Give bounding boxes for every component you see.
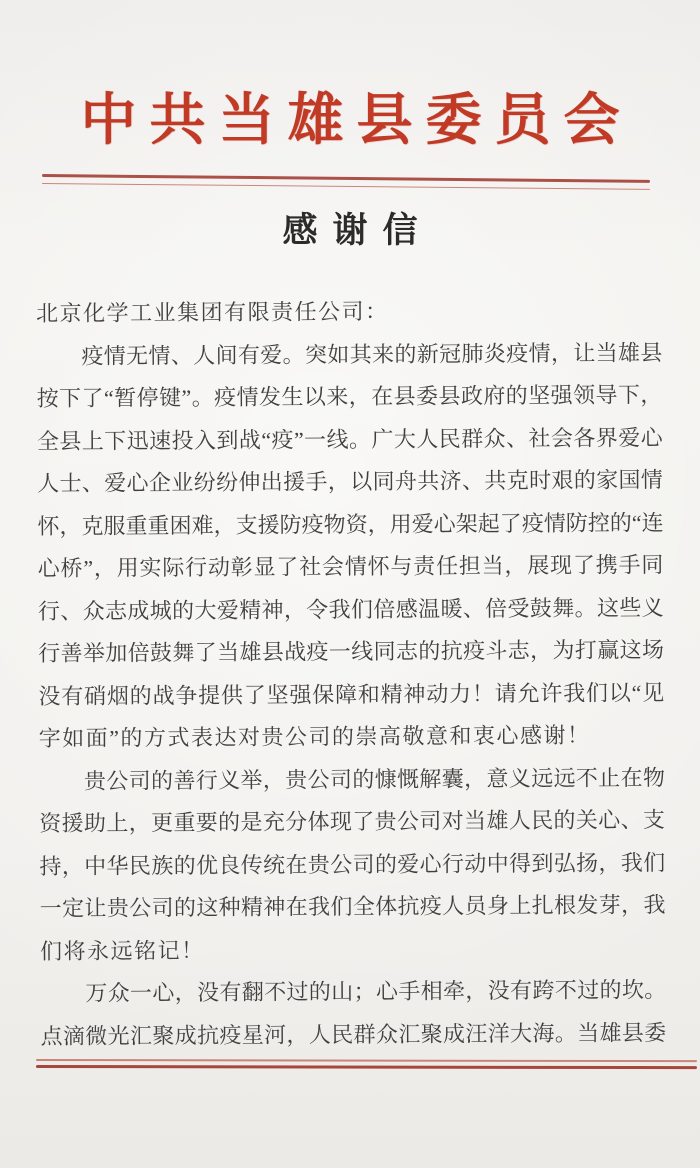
body-line: 没 有 硝 烟 的 战 争 提 供 了 坚 强 保 障 和 精 神 动 力 ！ 请 允 许 我 们 以 “ 见 — [38, 679, 665, 709]
body-line: 们将永远铭记！ — [39, 937, 205, 964]
body-line: 一 定 让 贵 公 司 的 这 种 精 神 在 我 们 全 体 抗 疫 人 员 身 上 扎 根 发 芽 ， 我 — [39, 892, 666, 921]
body-line: 万 众 一 心 ， 没 有 翻 不 过 的 山 ； 心 手 相 牵 ， 没 有 跨 不 过 的 坎 。 — [85, 977, 667, 1006]
letterhead-divider-thick-line — [42, 174, 650, 182]
body-lines — [36, 332, 666, 1058]
footer-divider — [36, 1059, 697, 1069]
salutation: 北京化学工业集团有限责任公司： — [36, 298, 389, 326]
body-line: 行 善 举 加 倍 鼓 舞 了 当 雄 县 战 疫 一 线 同 志 的 抗 疫 斗 志 ， 为 打 赢 这 场 — [38, 637, 664, 666]
footer-divider-thin-line — [36, 1059, 697, 1062]
letter-body — [36, 289, 667, 1058]
letterhead-divider — [42, 174, 650, 190]
body-line: 全 县 上 下 迅 速 投 入 到 战 “ 疫 ” 一 线 。 广 大 人 民 群 众 、 社 会 各 界 爱 心 — [36, 424, 663, 454]
letterhead-org-name: 中共当雄县委员会 — [80, 90, 633, 152]
body-line: 人 士 、 爱 心 企 业 纷 纷 伸 出 援 手 ， 以 同 舟 共 济 、 共 克 时 艰 的 家 国 情 — [37, 467, 663, 496]
document-title: 感谢信 — [282, 211, 433, 250]
body-line: 行 、 众 志 成 城 的 大 爱 精 神 ， 令 我 们 倍 感 温 暖 、 倍 受 鼓 舞 。 这 些 义 — [37, 594, 664, 624]
body-line: 持 ， 中 华 民 族 的 优 良 传 统 在 贵 公 司 的 爱 心 行 动 中 得 到 弘 扬 ， 我 们 — [39, 849, 666, 879]
body-line: 怀 ， 克 服 重 重 困 难 ， 支 援 防 疫 物 资 ， 用 爱 心 架 起 了 疫 情 防 控 的 “ 连 — [37, 509, 664, 539]
body-line: 字如面”的方式表达对贵公司的崇高敬意和衷心感谢！ — [38, 722, 591, 751]
letterhead-divider-thin-line — [42, 182, 650, 189]
body-line: 按 下 了 “ 暂 停 键 ” 。 疫 情 发 生 以 来 ， 在 县 委 县 政 府 的 坚 强 领 导 下 ， — [36, 382, 663, 411]
body-line: 点 滴 微 光 汇 聚 成 抗 疫 星 河 ， 人 民 群 众 汇 聚 成 汪 洋 大 海 。 当 雄 县 委 — [40, 1019, 667, 1049]
body-line: 贵 公 司 的 善 行 义 举 ， 贵 公 司 的 慷 慨 解 囊 ， 意 义 远 远 不 止 在 物 — [83, 764, 666, 794]
footer-divider-thick-line — [36, 1065, 697, 1069]
body-line: 疫 情 无 情 、 人 间 有 爱 。 突 如 其 来 的 新 冠 肺 炎 疫 情 ， 让 当 雄 县 — [81, 339, 663, 369]
body-line: 资 援 助 上 ， 更 重 要 的 是 充 分 体 现 了 贵 公 司 对 当 雄 人 民 的 关 心 、 支 — [39, 807, 666, 836]
body-line: 心 桥 ” ， 用 实 际 行 动 彰 显 了 社 会 情 怀 与 责 任 担 当 ， 展 现 了 携 手 同 — [37, 552, 664, 581]
